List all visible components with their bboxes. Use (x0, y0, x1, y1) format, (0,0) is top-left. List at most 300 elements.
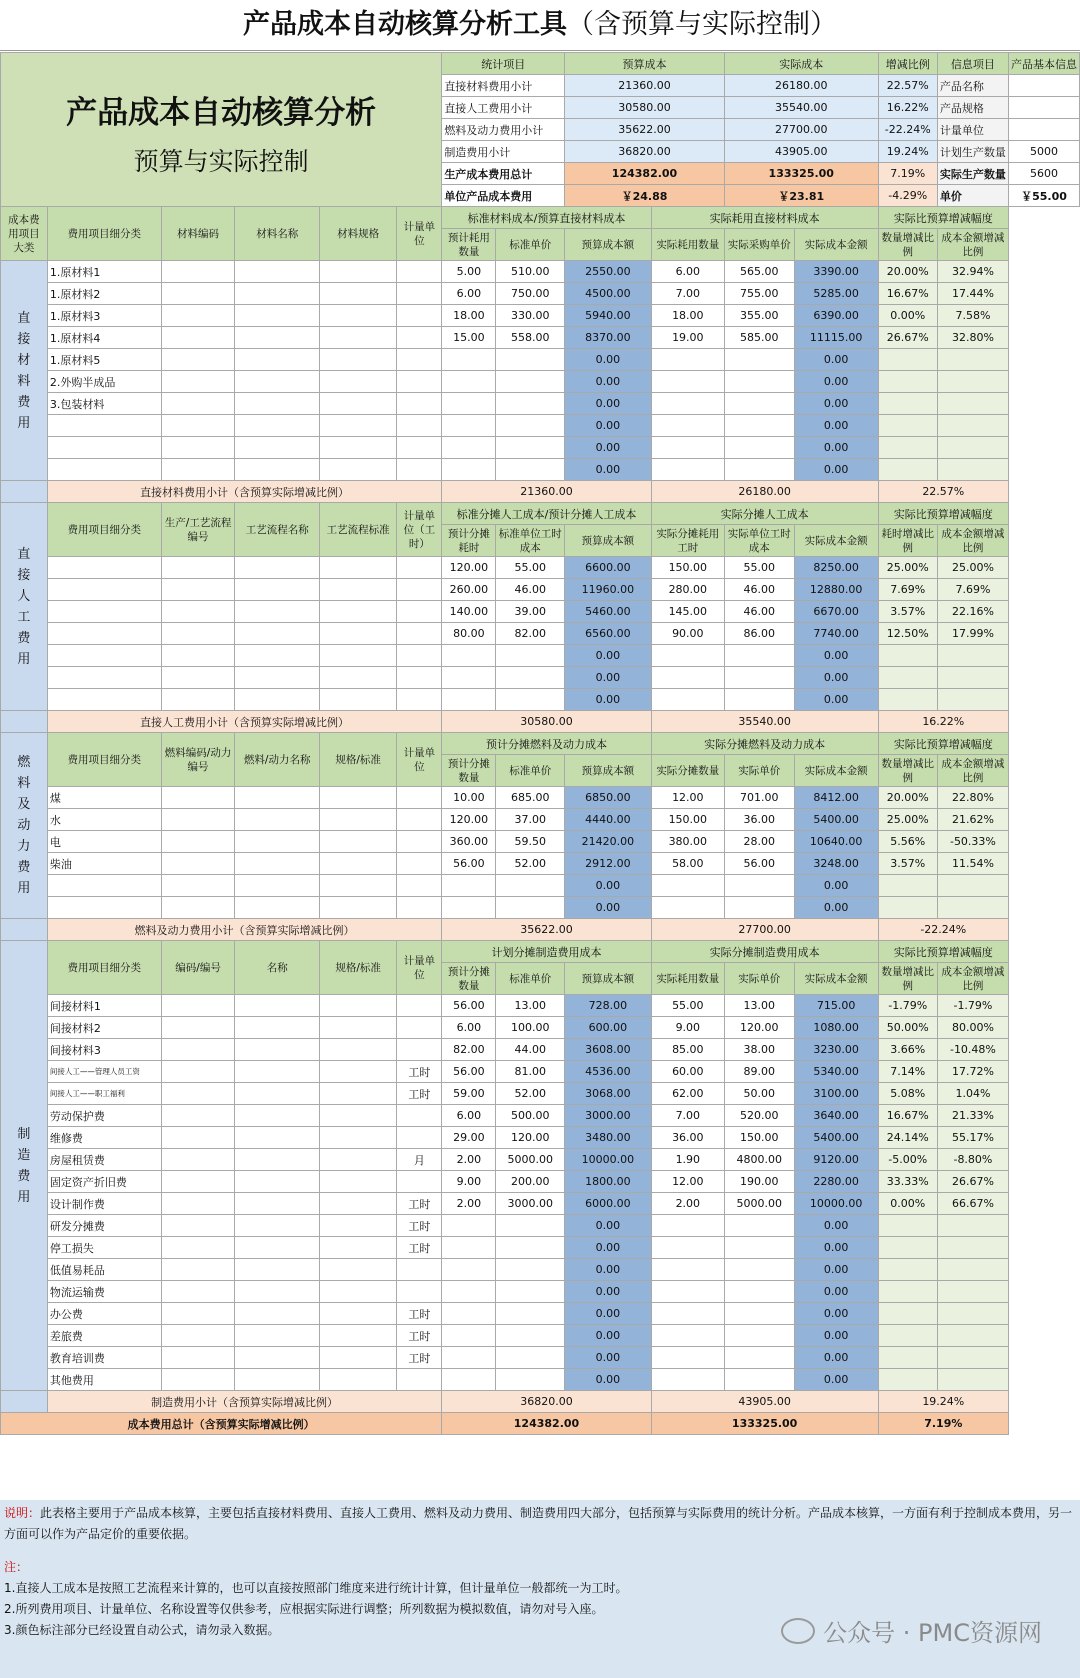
data-cell[interactable] (496, 393, 565, 415)
data-cell[interactable]: 56.00 (724, 853, 794, 875)
data-cell[interactable]: 360.00 (442, 831, 496, 853)
data-cell[interactable] (161, 1237, 235, 1259)
data-cell[interactable]: 办公费 (47, 1303, 161, 1325)
data-cell[interactable] (161, 831, 235, 853)
data-cell[interactable]: 585.00 (724, 327, 794, 349)
data-cell[interactable]: 46.00 (724, 601, 794, 623)
data-cell[interactable] (235, 897, 320, 919)
data-cell[interactable] (651, 667, 724, 689)
data-cell[interactable] (397, 437, 442, 459)
data-cell[interactable] (319, 1303, 396, 1325)
data-cell[interactable] (397, 1039, 442, 1061)
data-cell[interactable] (161, 1259, 235, 1281)
data-cell[interactable]: 1.原材料1 (47, 261, 161, 283)
data-cell[interactable] (235, 437, 320, 459)
data-cell[interactable] (319, 1127, 396, 1149)
data-cell[interactable] (724, 1281, 794, 1303)
data-cell[interactable] (496, 1303, 565, 1325)
data-cell[interactable]: 56.00 (442, 995, 496, 1017)
data-cell[interactable] (235, 1127, 320, 1149)
data-cell[interactable]: 150.00 (651, 809, 724, 831)
data-cell[interactable]: 柴油 (47, 853, 161, 875)
data-cell[interactable] (235, 1325, 320, 1347)
data-cell[interactable] (496, 689, 565, 711)
data-cell[interactable] (496, 437, 565, 459)
data-cell[interactable] (496, 1237, 565, 1259)
data-cell[interactable] (442, 1215, 496, 1237)
data-cell[interactable] (397, 667, 442, 689)
data-cell[interactable] (397, 787, 442, 809)
data-cell[interactable]: 52.00 (496, 1083, 565, 1105)
info-value[interactable] (1009, 97, 1080, 119)
data-cell[interactable] (397, 1281, 442, 1303)
data-cell[interactable]: 1.90 (651, 1149, 724, 1171)
data-cell[interactable]: 维修费 (47, 1127, 161, 1149)
data-cell[interactable] (161, 1193, 235, 1215)
data-cell[interactable]: 100.00 (496, 1017, 565, 1039)
data-cell[interactable]: 145.00 (651, 601, 724, 623)
data-cell[interactable]: 6.00 (651, 261, 724, 283)
data-cell[interactable] (319, 261, 396, 283)
data-cell[interactable]: 80.00 (442, 623, 496, 645)
data-cell[interactable] (397, 809, 442, 831)
data-cell[interactable] (397, 1259, 442, 1281)
data-cell[interactable]: 7.00 (651, 283, 724, 305)
data-cell[interactable]: 1.原材料4 (47, 327, 161, 349)
data-cell[interactable] (651, 459, 724, 481)
data-cell[interactable] (319, 1237, 396, 1259)
data-cell[interactable] (397, 995, 442, 1017)
data-cell[interactable] (235, 667, 320, 689)
data-cell[interactable]: 55.00 (651, 995, 724, 1017)
data-cell[interactable] (724, 875, 794, 897)
data-cell[interactable] (161, 459, 235, 481)
data-cell[interactable]: 2.00 (442, 1149, 496, 1171)
data-cell[interactable] (724, 437, 794, 459)
data-cell[interactable]: 36.00 (651, 1127, 724, 1149)
data-cell[interactable] (724, 1369, 794, 1391)
data-cell[interactable]: 停工损失 (47, 1237, 161, 1259)
data-cell[interactable] (235, 1039, 320, 1061)
data-cell[interactable]: 间接材料2 (47, 1017, 161, 1039)
data-cell[interactable] (442, 349, 496, 371)
data-cell[interactable] (319, 897, 396, 919)
data-cell[interactable] (235, 1171, 320, 1193)
data-cell[interactable] (235, 1237, 320, 1259)
data-cell[interactable]: 教育培训费 (47, 1347, 161, 1369)
data-cell[interactable]: 房屋租赁费 (47, 1149, 161, 1171)
data-cell[interactable] (319, 809, 396, 831)
data-cell[interactable]: 56.00 (442, 853, 496, 875)
data-cell[interactable]: 59.50 (496, 831, 565, 853)
data-cell[interactable] (651, 1215, 724, 1237)
data-cell[interactable] (47, 875, 161, 897)
data-cell[interactable] (724, 645, 794, 667)
data-cell[interactable] (397, 853, 442, 875)
data-cell[interactable] (724, 393, 794, 415)
data-cell[interactable] (161, 437, 235, 459)
data-cell[interactable]: 9.00 (442, 1171, 496, 1193)
data-cell[interactable] (161, 601, 235, 623)
data-cell[interactable] (319, 667, 396, 689)
data-cell[interactable] (496, 1281, 565, 1303)
data-cell[interactable] (651, 897, 724, 919)
data-cell[interactable] (47, 415, 161, 437)
data-cell[interactable]: 研发分摊费 (47, 1215, 161, 1237)
data-cell[interactable] (161, 1149, 235, 1171)
data-cell[interactable] (651, 437, 724, 459)
data-cell[interactable] (319, 393, 396, 415)
data-cell[interactable] (397, 261, 442, 283)
data-cell[interactable] (724, 1237, 794, 1259)
data-cell[interactable] (496, 1325, 565, 1347)
data-cell[interactable] (442, 1259, 496, 1281)
data-cell[interactable] (319, 557, 396, 579)
data-cell[interactable] (442, 437, 496, 459)
data-cell[interactable] (651, 1259, 724, 1281)
data-cell[interactable] (651, 875, 724, 897)
data-cell[interactable]: 工时 (397, 1215, 442, 1237)
data-cell[interactable] (161, 645, 235, 667)
data-cell[interactable]: 565.00 (724, 261, 794, 283)
data-cell[interactable] (397, 831, 442, 853)
data-cell[interactable] (161, 283, 235, 305)
data-cell[interactable] (161, 349, 235, 371)
data-cell[interactable] (442, 1369, 496, 1391)
data-cell[interactable] (235, 327, 320, 349)
data-cell[interactable] (724, 897, 794, 919)
data-cell[interactable]: 间接人工——管理人员工资 (47, 1061, 161, 1083)
data-cell[interactable]: 工时 (397, 1061, 442, 1083)
data-cell[interactable]: 29.00 (442, 1127, 496, 1149)
data-cell[interactable] (319, 305, 396, 327)
data-cell[interactable]: 82.00 (496, 623, 565, 645)
data-cell[interactable]: 13.00 (724, 995, 794, 1017)
data-cell[interactable]: 工时 (397, 1083, 442, 1105)
data-cell[interactable] (651, 1325, 724, 1347)
data-cell[interactable]: 设计制作费 (47, 1193, 161, 1215)
data-cell[interactable] (161, 1083, 235, 1105)
data-cell[interactable] (235, 393, 320, 415)
data-cell[interactable]: 52.00 (496, 853, 565, 875)
data-cell[interactable] (161, 327, 235, 349)
data-cell[interactable] (319, 283, 396, 305)
data-cell[interactable] (161, 897, 235, 919)
data-cell[interactable] (47, 897, 161, 919)
data-cell[interactable]: 月 (397, 1149, 442, 1171)
data-cell[interactable] (397, 645, 442, 667)
data-cell[interactable]: 12.00 (651, 1171, 724, 1193)
data-cell[interactable]: 60.00 (651, 1061, 724, 1083)
data-cell[interactable] (319, 371, 396, 393)
data-cell[interactable]: 7.00 (651, 1105, 724, 1127)
data-cell[interactable] (161, 1039, 235, 1061)
data-cell[interactable]: 330.00 (496, 305, 565, 327)
data-cell[interactable] (47, 645, 161, 667)
data-cell[interactable] (724, 349, 794, 371)
data-cell[interactable] (235, 601, 320, 623)
data-cell[interactable]: 工时 (397, 1347, 442, 1369)
data-cell[interactable] (235, 1193, 320, 1215)
data-cell[interactable] (235, 623, 320, 645)
data-cell[interactable] (496, 415, 565, 437)
data-cell[interactable]: 工时 (397, 1193, 442, 1215)
data-cell[interactable] (161, 557, 235, 579)
data-cell[interactable] (724, 1303, 794, 1325)
data-cell[interactable]: 56.00 (442, 1061, 496, 1083)
data-cell[interactable]: 86.00 (724, 623, 794, 645)
data-cell[interactable] (442, 393, 496, 415)
data-cell[interactable] (161, 579, 235, 601)
data-cell[interactable] (47, 557, 161, 579)
data-cell[interactable]: 工时 (397, 1237, 442, 1259)
data-cell[interactable] (651, 371, 724, 393)
data-cell[interactable] (651, 1347, 724, 1369)
data-cell[interactable]: 59.00 (442, 1083, 496, 1105)
data-cell[interactable] (319, 459, 396, 481)
data-cell[interactable] (235, 305, 320, 327)
data-cell[interactable] (319, 349, 396, 371)
data-cell[interactable] (397, 897, 442, 919)
data-cell[interactable] (724, 689, 794, 711)
data-cell[interactable]: 2.00 (651, 1193, 724, 1215)
data-cell[interactable] (319, 437, 396, 459)
data-cell[interactable] (651, 1369, 724, 1391)
data-cell[interactable] (442, 1237, 496, 1259)
data-cell[interactable] (161, 1303, 235, 1325)
data-cell[interactable] (442, 645, 496, 667)
data-cell[interactable] (496, 1347, 565, 1369)
data-cell[interactable] (47, 601, 161, 623)
data-cell[interactable]: 5000.00 (724, 1193, 794, 1215)
data-cell[interactable] (651, 1281, 724, 1303)
data-cell[interactable] (496, 371, 565, 393)
data-cell[interactable] (47, 689, 161, 711)
data-cell[interactable] (235, 261, 320, 283)
data-cell[interactable]: 89.00 (724, 1061, 794, 1083)
data-cell[interactable]: 44.00 (496, 1039, 565, 1061)
data-cell[interactable] (397, 327, 442, 349)
data-cell[interactable]: 其他费用 (47, 1369, 161, 1391)
data-cell[interactable] (319, 623, 396, 645)
data-cell[interactable]: 85.00 (651, 1039, 724, 1061)
data-cell[interactable]: 140.00 (442, 601, 496, 623)
data-cell[interactable] (397, 305, 442, 327)
data-cell[interactable] (651, 393, 724, 415)
data-cell[interactable]: 500.00 (496, 1105, 565, 1127)
data-cell[interactable]: 工时 (397, 1325, 442, 1347)
data-cell[interactable] (442, 1281, 496, 1303)
data-cell[interactable] (161, 1127, 235, 1149)
data-cell[interactable] (161, 1369, 235, 1391)
info-value[interactable]: 5600 (1009, 163, 1080, 185)
data-cell[interactable]: 520.00 (724, 1105, 794, 1127)
data-cell[interactable]: 82.00 (442, 1039, 496, 1061)
data-cell[interactable] (397, 371, 442, 393)
data-cell[interactable] (235, 1215, 320, 1237)
data-cell[interactable]: 4800.00 (724, 1149, 794, 1171)
data-cell[interactable]: 62.00 (651, 1083, 724, 1105)
data-cell[interactable] (235, 1303, 320, 1325)
data-cell[interactable]: 510.00 (496, 261, 565, 283)
data-cell[interactable] (161, 1347, 235, 1369)
data-cell[interactable] (397, 349, 442, 371)
data-cell[interactable]: 2.外购半成品 (47, 371, 161, 393)
data-cell[interactable]: 低值易耗品 (47, 1259, 161, 1281)
data-cell[interactable] (724, 371, 794, 393)
data-cell[interactable] (442, 1347, 496, 1369)
info-value[interactable] (1009, 119, 1080, 141)
data-cell[interactable] (319, 327, 396, 349)
data-cell[interactable]: 5000.00 (496, 1149, 565, 1171)
data-cell[interactable] (496, 645, 565, 667)
data-cell[interactable] (319, 1083, 396, 1105)
data-cell[interactable] (235, 831, 320, 853)
data-cell[interactable] (651, 415, 724, 437)
data-cell[interactable] (724, 459, 794, 481)
data-cell[interactable] (496, 1259, 565, 1281)
data-cell[interactable] (496, 1215, 565, 1237)
data-cell[interactable] (161, 1325, 235, 1347)
info-value[interactable] (1009, 75, 1080, 97)
data-cell[interactable]: 190.00 (724, 1171, 794, 1193)
data-cell[interactable] (235, 853, 320, 875)
data-cell[interactable] (319, 1259, 396, 1281)
data-cell[interactable] (397, 1017, 442, 1039)
data-cell[interactable] (235, 995, 320, 1017)
data-cell[interactable]: 120.00 (724, 1017, 794, 1039)
data-cell[interactable] (496, 349, 565, 371)
data-cell[interactable] (724, 667, 794, 689)
data-cell[interactable] (319, 689, 396, 711)
data-cell[interactable] (319, 579, 396, 601)
data-cell[interactable] (319, 1017, 396, 1039)
data-cell[interactable] (161, 1171, 235, 1193)
data-cell[interactable] (235, 557, 320, 579)
data-cell[interactable]: 12.00 (651, 787, 724, 809)
data-cell[interactable]: 120.00 (496, 1127, 565, 1149)
data-cell[interactable] (496, 459, 565, 481)
data-cell[interactable] (319, 1281, 396, 1303)
data-cell[interactable] (724, 1215, 794, 1237)
data-cell[interactable]: 55.00 (496, 557, 565, 579)
data-cell[interactable] (235, 787, 320, 809)
data-cell[interactable] (442, 415, 496, 437)
data-cell[interactable] (397, 689, 442, 711)
data-cell[interactable] (651, 349, 724, 371)
data-cell[interactable] (235, 1369, 320, 1391)
data-cell[interactable] (235, 1105, 320, 1127)
data-cell[interactable] (319, 853, 396, 875)
data-cell[interactable]: 750.00 (496, 283, 565, 305)
data-cell[interactable]: 6.00 (442, 283, 496, 305)
data-cell[interactable] (235, 809, 320, 831)
data-cell[interactable]: 355.00 (724, 305, 794, 327)
data-cell[interactable]: 3.包装材料 (47, 393, 161, 415)
data-cell[interactable]: 28.00 (724, 831, 794, 853)
data-cell[interactable] (319, 995, 396, 1017)
data-cell[interactable] (724, 415, 794, 437)
data-cell[interactable] (442, 667, 496, 689)
data-cell[interactable] (319, 1171, 396, 1193)
data-cell[interactable] (319, 1369, 396, 1391)
data-cell[interactable]: 150.00 (651, 557, 724, 579)
data-cell[interactable]: 1.原材料5 (47, 349, 161, 371)
data-cell[interactable]: 10.00 (442, 787, 496, 809)
data-cell[interactable] (397, 1369, 442, 1391)
data-cell[interactable] (319, 787, 396, 809)
data-cell[interactable]: 1.原材料3 (47, 305, 161, 327)
data-cell[interactable] (651, 689, 724, 711)
data-cell[interactable] (397, 1127, 442, 1149)
data-cell[interactable] (161, 623, 235, 645)
data-cell[interactable] (442, 1325, 496, 1347)
data-cell[interactable]: 电 (47, 831, 161, 853)
data-cell[interactable] (161, 995, 235, 1017)
data-cell[interactable] (235, 689, 320, 711)
data-cell[interactable]: 50.00 (724, 1083, 794, 1105)
data-cell[interactable] (319, 1347, 396, 1369)
data-cell[interactable] (319, 875, 396, 897)
data-cell[interactable] (397, 1171, 442, 1193)
data-cell[interactable] (47, 579, 161, 601)
data-cell[interactable]: 200.00 (496, 1171, 565, 1193)
data-cell[interactable]: 19.00 (651, 327, 724, 349)
data-cell[interactable] (397, 459, 442, 481)
data-cell[interactable] (235, 1149, 320, 1171)
data-cell[interactable] (161, 809, 235, 831)
data-cell[interactable]: 1.原材料2 (47, 283, 161, 305)
data-cell[interactable]: 3000.00 (496, 1193, 565, 1215)
data-cell[interactable] (161, 875, 235, 897)
data-cell[interactable] (319, 1149, 396, 1171)
data-cell[interactable] (397, 875, 442, 897)
data-cell[interactable] (235, 579, 320, 601)
data-cell[interactable] (161, 1215, 235, 1237)
data-cell[interactable]: 755.00 (724, 283, 794, 305)
data-cell[interactable] (397, 623, 442, 645)
data-cell[interactable] (235, 1017, 320, 1039)
data-cell[interactable] (161, 1017, 235, 1039)
data-cell[interactable] (235, 1083, 320, 1105)
data-cell[interactable] (724, 1325, 794, 1347)
data-cell[interactable]: 6.00 (442, 1017, 496, 1039)
data-cell[interactable] (235, 875, 320, 897)
data-cell[interactable]: 差旅费 (47, 1325, 161, 1347)
data-cell[interactable]: 685.00 (496, 787, 565, 809)
data-cell[interactable]: 水 (47, 809, 161, 831)
data-cell[interactable] (442, 371, 496, 393)
data-cell[interactable]: 701.00 (724, 787, 794, 809)
data-cell[interactable] (47, 459, 161, 481)
data-cell[interactable] (496, 667, 565, 689)
data-cell[interactable]: 工时 (397, 1303, 442, 1325)
data-cell[interactable] (651, 1303, 724, 1325)
data-cell[interactable]: 558.00 (496, 327, 565, 349)
data-cell[interactable]: 90.00 (651, 623, 724, 645)
data-cell[interactable]: 150.00 (724, 1127, 794, 1149)
data-cell[interactable] (235, 1259, 320, 1281)
data-cell[interactable] (161, 305, 235, 327)
data-cell[interactable]: 间接材料3 (47, 1039, 161, 1061)
data-cell[interactable]: 120.00 (442, 557, 496, 579)
data-cell[interactable]: 2.00 (442, 1193, 496, 1215)
data-cell[interactable] (496, 1369, 565, 1391)
info-value[interactable]: ￥55.00 (1009, 185, 1080, 207)
data-cell[interactable] (235, 283, 320, 305)
data-cell[interactable] (161, 853, 235, 875)
data-cell[interactable] (319, 415, 396, 437)
